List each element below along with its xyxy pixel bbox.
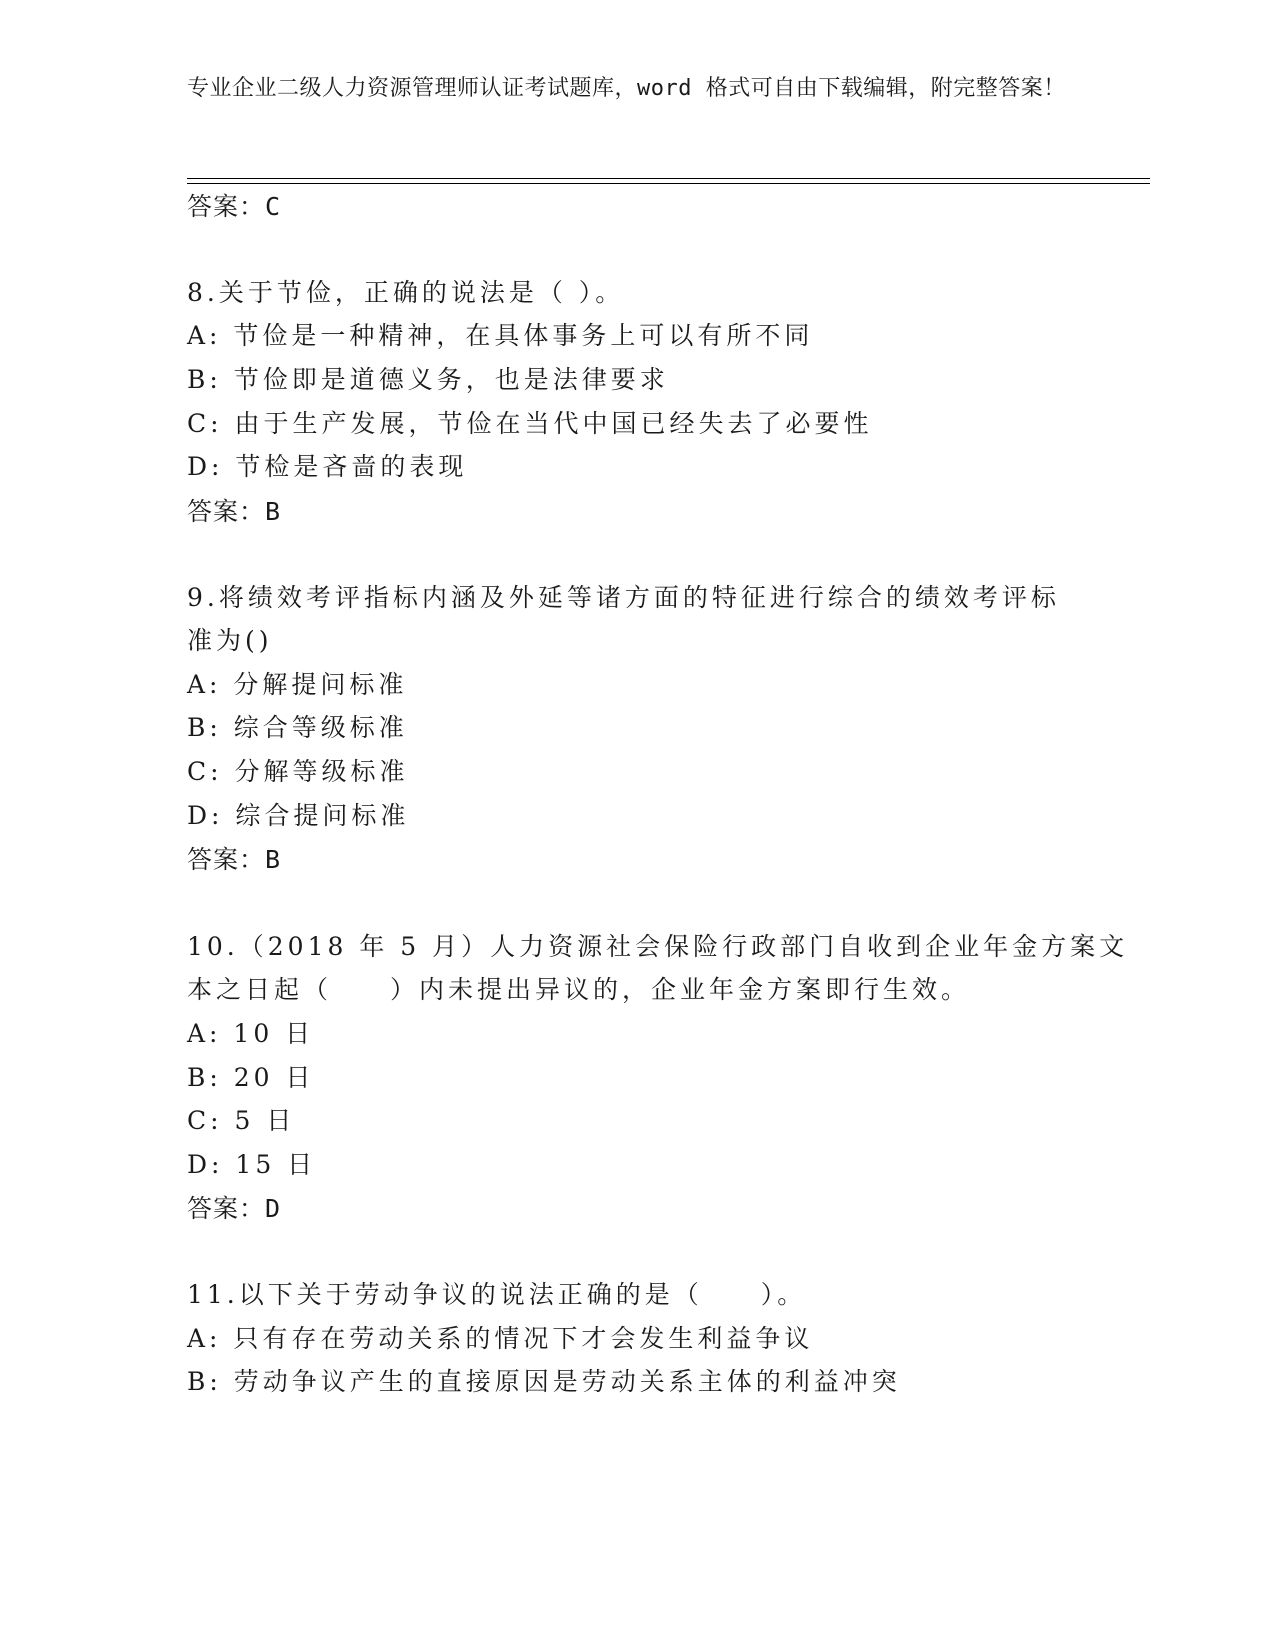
- answer-q8: 答案：B: [187, 497, 282, 526]
- header-divider-bottom: [187, 183, 1150, 184]
- question-8-option-a: A: 节俭是一种精神，在具体事务上可以有所不同: [187, 321, 814, 350]
- question-9-stem-line2: 准为(): [187, 626, 273, 655]
- question-10-option-c: C: 5 日: [187, 1106, 296, 1135]
- question-10-option-b: B: 20 日: [187, 1063, 315, 1092]
- question-11-stem: 11.以下关于劳动争议的说法正确的是（ ）。: [187, 1280, 807, 1309]
- answer-q10: 答案：D: [187, 1194, 282, 1223]
- question-10-option-d: D: 15 日: [187, 1150, 317, 1179]
- question-9-option-a: A: 分解提问标准: [187, 670, 408, 699]
- question-9-stem-line1: 9.将绩效考评指标内涵及外延等诸方面的特征进行综合的绩效考评标: [187, 583, 1060, 612]
- question-8-option-d: D: 节检是吝啬的表现: [187, 452, 468, 481]
- question-11-option-b: B: 劳动争议产生的直接原因是劳动关系主体的利益冲突: [187, 1367, 901, 1396]
- question-9-option-b: B: 综合等级标准: [187, 713, 408, 742]
- question-10-option-a: A: 10 日: [187, 1019, 315, 1048]
- answer-q9: 答案：B: [187, 845, 282, 874]
- answer-q7: 答案：C: [187, 192, 282, 221]
- document-header: 专业企业二级人力资源管理师认证考试题库，word 格式可自由下载编辑，附完整答案！: [187, 76, 1066, 101]
- question-9-option-d: D: 综合提问标准: [187, 801, 410, 830]
- question-10-stem-line2: 本之日起（ ）内未提出异议的，企业年金方案即行生效。: [187, 975, 971, 1004]
- question-8-stem: 8.关于节俭，正确的说法是（ ）。: [187, 278, 625, 307]
- question-10-stem-line1: 10.（2018 年 5 月）人力资源社会保险行政部门自收到企业年金方案文: [187, 932, 1129, 961]
- question-11-option-a: A: 只有存在劳动关系的情况下才会发生利益争议: [187, 1324, 814, 1353]
- header-divider-top: [187, 178, 1150, 179]
- question-9-option-c: C: 分解等级标准: [187, 757, 409, 786]
- question-8-option-c: C: 由于生产发展，节俭在当代中国已经失去了必要性: [187, 409, 873, 438]
- question-8-option-b: B: 节俭即是道德义务，也是法律要求: [187, 365, 669, 394]
